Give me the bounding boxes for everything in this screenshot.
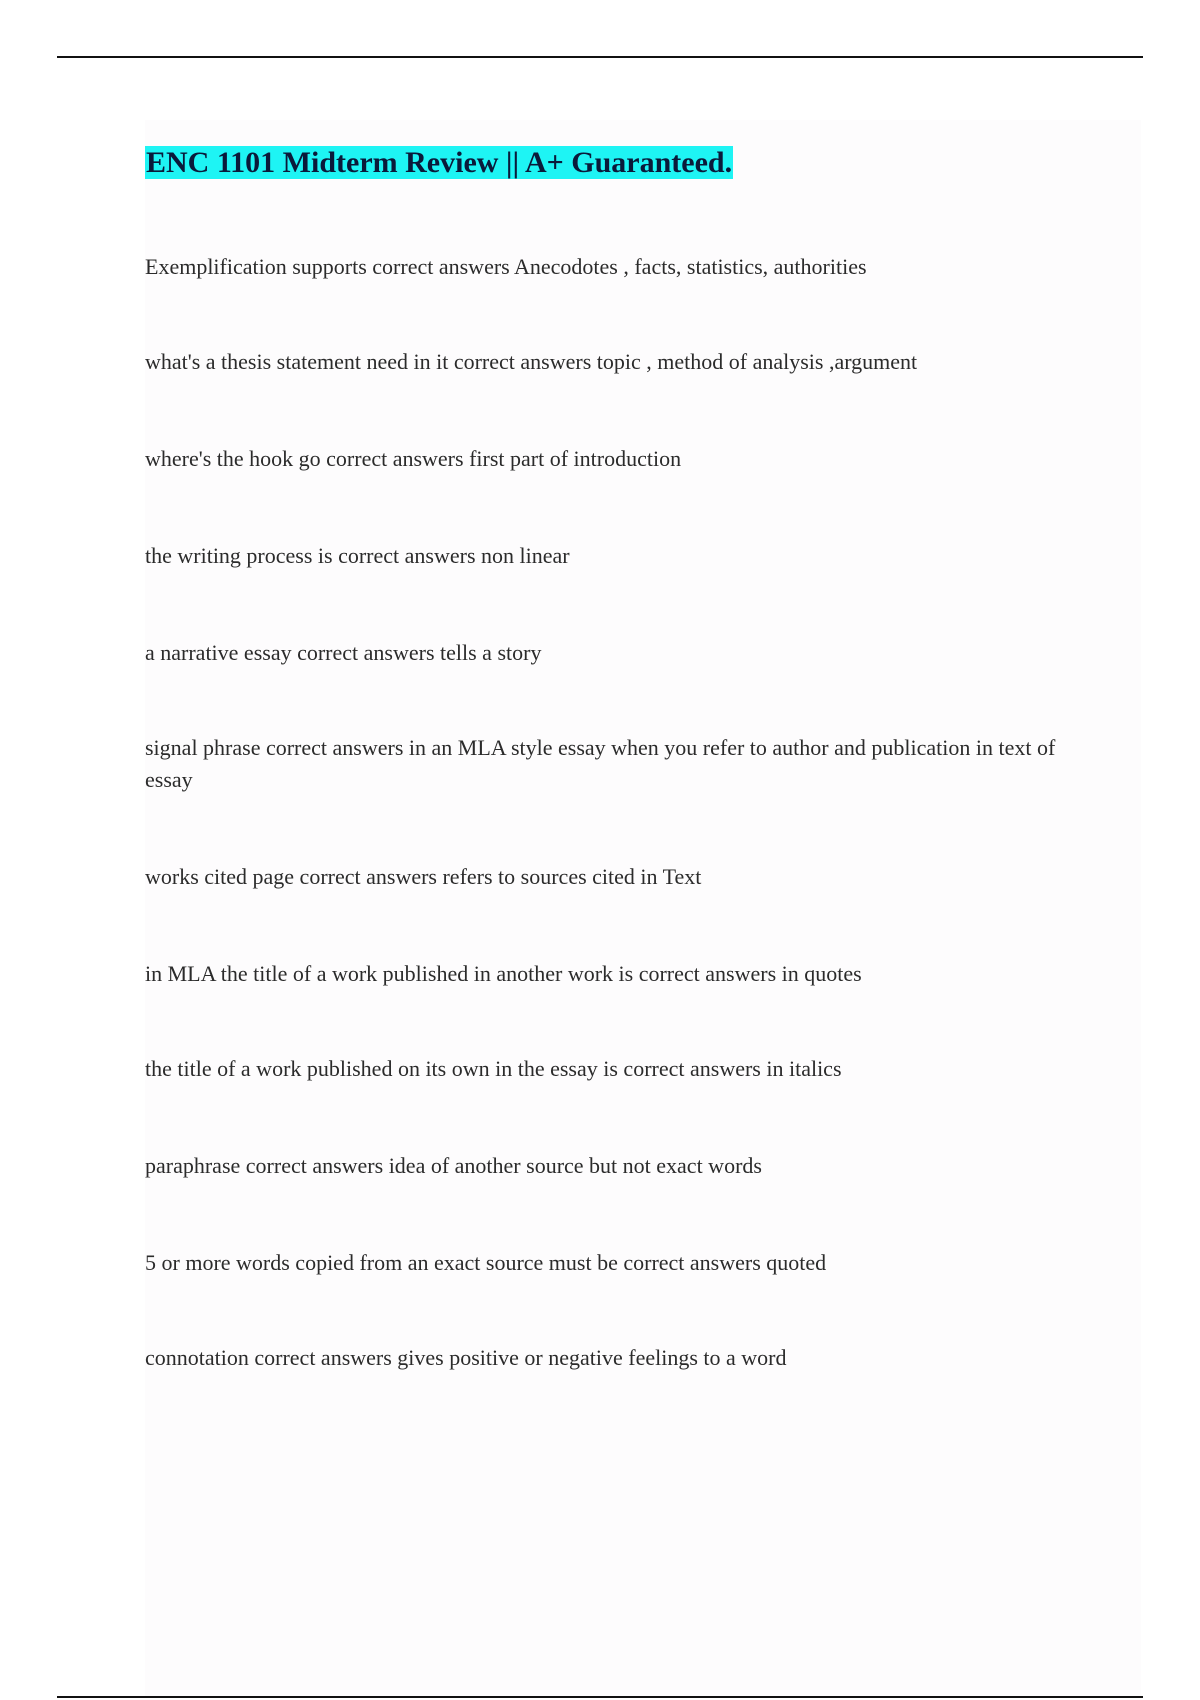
qa-item: connotation correct answers gives positive or negative feelings to a word [145,1345,787,1370]
qa-item: Exemplification supports correct answers Anecodotes , facts, statistics, authorities [145,254,867,279]
qa-item: what's a thesis statement need in it correct answers topic , method of analysis ,argument [145,349,918,374]
document-title-text: ENC 1101 Midterm Review || A+ Guaranteed. [146,146,733,179]
qa-item: a narrative essay correct answers tells a story [145,640,542,665]
header-rule [57,56,1143,58]
qa-item: in MLA the title of a work published in another work is correct answers in quotes [145,961,862,986]
qa-item: works cited page correct answers refers to sources cited in Text [145,864,702,889]
qa-item: where's the hook go correct answers first part of introduction [145,446,682,471]
document-title [145,144,733,182]
qa-item: the title of a work published on its own in the essay is correct answers in italics [145,1056,842,1081]
qa-item: paraphrase correct answers idea of another source but not exact words [145,1153,762,1178]
qa-item: signal phrase correct answers in an MLA style essay when you refer to author and publication in text of essay [145,735,1056,792]
qa-item: the writing process is correct answers non linear [145,543,570,568]
footer-rule [57,1696,1143,1698]
qa-item: 5 or more words copied from an exact source must be correct answers quoted [145,1250,827,1275]
